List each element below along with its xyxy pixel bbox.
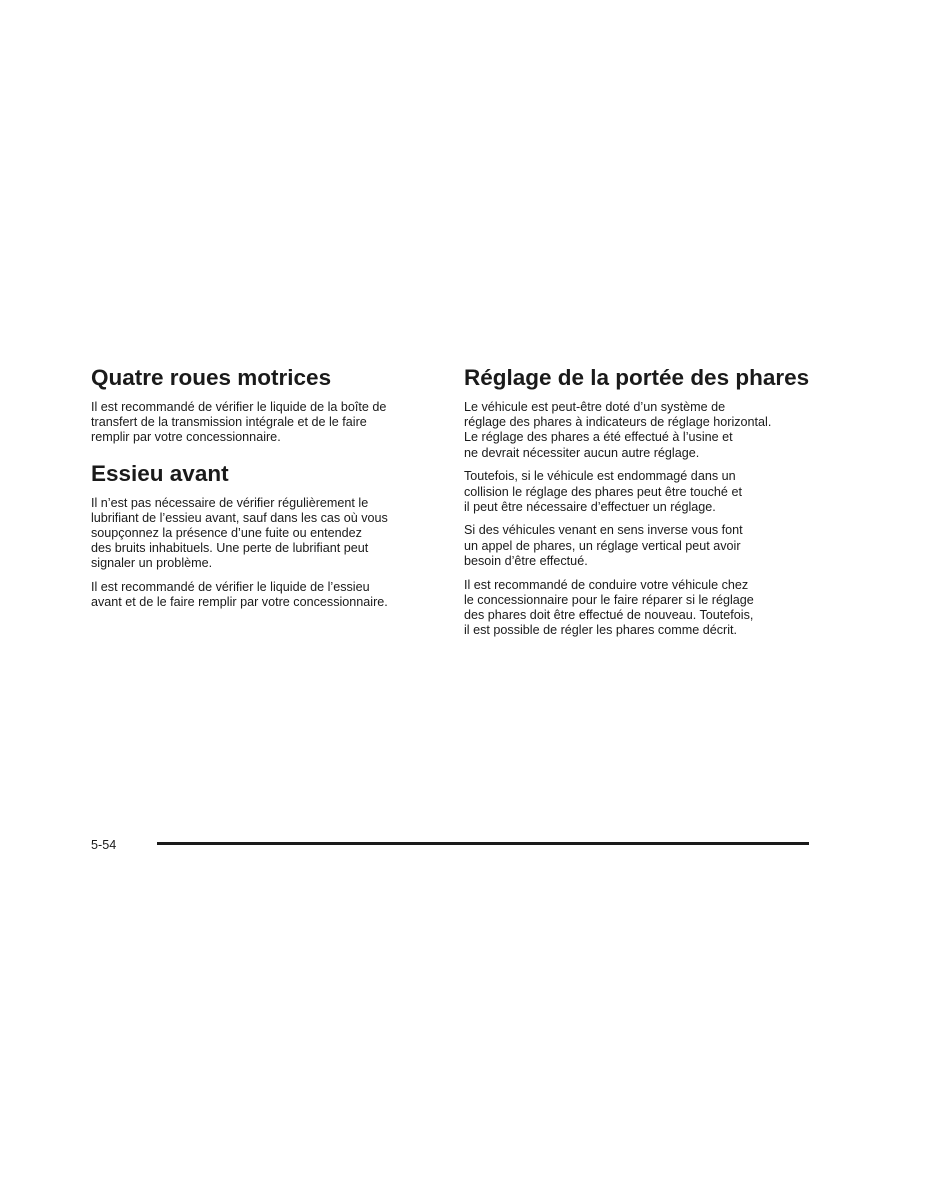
paragraph-front-axle-2: Il est recommandé de vérifier le liquide de l’essieu avant et de le faire remplir par votre concessionnaire. <box>91 580 388 610</box>
section-heading-headlamp-aiming: Réglage de la portée des phares <box>464 365 810 390</box>
right-column <box>464 364 814 647</box>
section-heading-front-axle: Essieu avant <box>91 460 229 486</box>
paragraph-headlamp-aiming-2: Toutefois, si le véhicule est endommagé dans un collision le réglage des phares peut être touché et il peut être nécessaire d’effectuer un réglage. <box>464 469 742 514</box>
paragraph-headlamp-aiming-4: Il est recommandé de conduire votre véhicule chez le concessionnaire pour le faire réparer si le réglage des phares doit être effectué de nouveau. Toutefois, il est possible de régler les phares comme décrit. <box>464 577 754 638</box>
page-number: 5-54 <box>91 838 117 852</box>
left-column <box>91 364 431 619</box>
paragraph-headlamp-aiming-1: Le véhicule est peut-être doté d’un système de réglage des phares à indicateurs de réglage horizontal. Le réglage des phares a été effectué à l’usine et ne devrait nécessiter aucun autre réglage. <box>464 400 772 460</box>
paragraph-four-wheel-drive-1: Il est recommandé de vérifier le liquide de la boîte de transfert de la transmission intégrale et de le faire remplir par votre concessionnaire. <box>91 400 387 445</box>
footer-rule <box>157 842 809 845</box>
section-heading-four-wheel-drive: Quatre roues motrices <box>91 365 332 390</box>
paragraph-front-axle-1: Il n’est pas nécessaire de vérifier régulièrement le lubrifiant de l’essieu avant, sauf dans les cas où vous soupçonnez la présence d’une fuite ou entendez des bruits inhabituels. Une perte de lubrifiant peut signaler un problème. <box>91 495 388 571</box>
paragraph-headlamp-aiming-3: Si des véhicules venant en sens inverse vous font un appel de phares, un réglage vertical peut avoir besoin d’être effectué. <box>464 523 743 568</box>
